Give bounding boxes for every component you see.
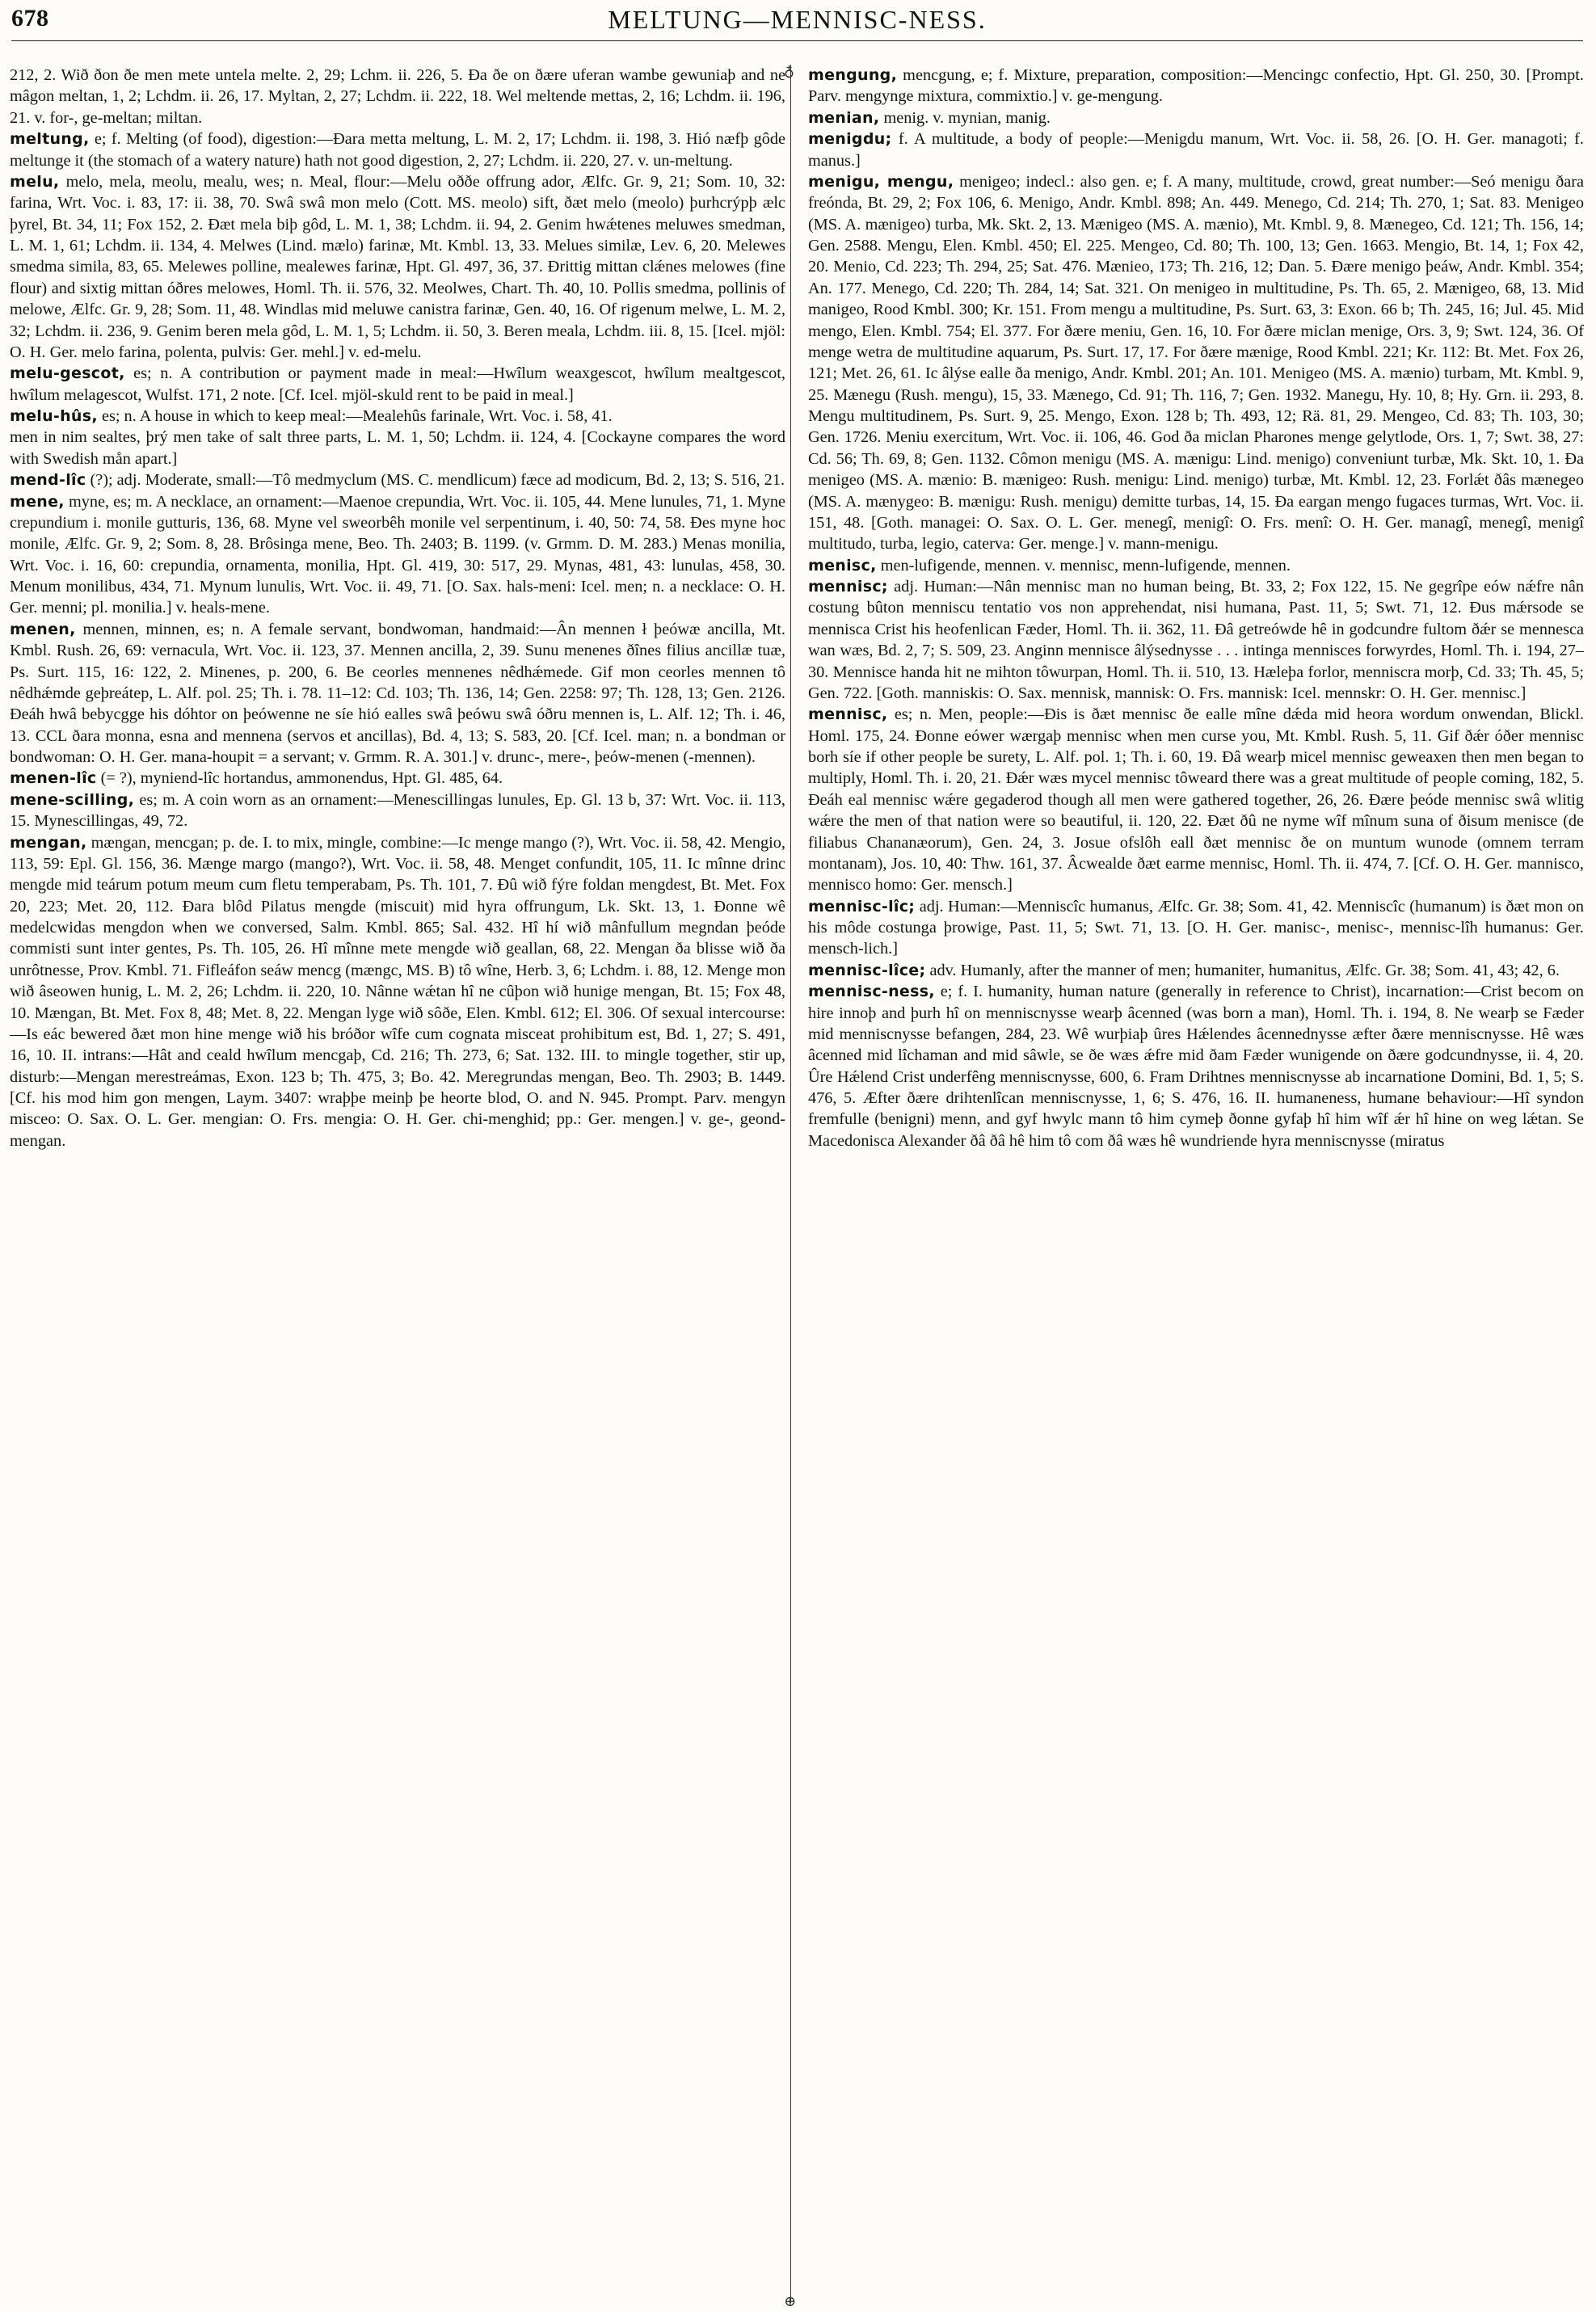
entry-headword: menen, (10, 620, 76, 638)
entry-headword: mengung, (808, 66, 898, 84)
dictionary-entry (10, 65, 785, 128)
entry-headword: menian, (808, 108, 880, 127)
entry-text: melo, mela, meolu, mealu, wes; n. Meal, flour:—Melu oððe offrung ador, Ælfc. Gr. 9, 21; Som. 10, 32: farina, Wrt. Voc. i. 83, 17: ii. 38, 70. Swâ swâ mon melo (Cott. MS. meolo) sift, ðæt melo (meolo) þurhcrýpþ ælc þyrel, Bt. 34, 11; Fox 152, 2. Ðæt mela biþ gôd, L. M. 1, 38; Lchdm. ii. 94, 2. Genim hwǽtenes meluwes smedman, L. M. 1, 61; Lchdm. ii. 134, 4. Melwes (Lind. mælo) farinæ, Mt. Kmbl. 13, 33. Melues similæ, Lev. 6, 20. Melewes smedma simila, 83, 65. Melewes polline, mealewes farinæ, Hpt. Gl. 497, 36, 37. Ðrittig mittan clǽnes melowes (fine flour) and sixtig mittan óðres melowes, Homl. Th. ii. 576, 32. Meolwes, Chart. Th. 40, 10. Pollis smedma, pollinis of melowe, Ælfc. Gr. 9, 28; Som. 11, 48. Windlas mid meluwe canistra farinæ, Gen. 40, 16. Of rigenum melwe, L. M. 2, 32; Lchdm. ii. 236, 9. Genim beren mela gôd, L. M. 1, 5; Lchdm. ii. 50, 3. Beren meala, Lchdm. iii. 8, 15. [Icel. mjöl: O. H. Ger. melo farina, polenta, pulvis: Ger. mehl.] v. ed-melu. (10, 172, 785, 361)
dictionary-entry (10, 491, 785, 619)
entry-text: es; m. A coin worn as an ornament:—Menescillingas lunules, Ep. Gl. 13 b, 37: Wrt. Voc. ii. 113, 15. Mynescillingas, 49, 72. (10, 790, 785, 831)
dictionary-entry (10, 427, 785, 469)
entry-headword: melu-hûs, (10, 407, 98, 425)
entry-text: adv. Humanly, after the manner of men; humaniter, humanitus, Ælfc. Gr. 38; Som. 41, 43; 42, 6. (925, 961, 1560, 979)
entry-headword: menigu, mengu, (808, 172, 954, 191)
entry-text: e; f. Melting (of food), digestion:—Ðara metta meltung, L. M. 2, 17; Lchdm. ii. 198, 3. Hió næfþ gôde meltunge it (the stomach of a watery nature) hath not good digestion, 2, 27; Lchdm. ii. 220, 27. v. un-meltung. (10, 130, 785, 170)
entry-text: adj. Human:—Nân mennisc man no human being, Bt. 33, 2; Fox 122, 15. Ne gegrîpe eów nǽfre nân costung bûton menniscu tentatio vos non apprehendat, nisi humana, Past. 11, 5; Swt. 71, 12. Ðus mǽrsode se mennisca Crist his heofenlican Fæder, Homl. Th. ii. 362, 11. Ðâ getreówde hê in godcundre fultom ðǽr se mennesca wan wæs, Bd. 2, 7; S. 509, 23. Anginn mennisce âlýsednysse . . . intinga mennisces forwyrdes, Homl. Th. i. 194, 27–30. Mennisce handa hit ne mihton tôwurpan, Homl. Th. ii. 510, 13. Hæleþa forlor, menniscra morþ, Cd. 33; Th. 45, 5; Gen. 722. [Goth. manniskis: O. Sax. mennisk, mannisk: O. Frs. mannisk: Icel. mennskr: O. H. Ger. mennisc.] (808, 578, 1584, 702)
divider-ornament-icon: ♁ (784, 63, 795, 79)
entry-headword: mennisc-lîc; (808, 897, 916, 916)
dictionary-entry (10, 469, 785, 490)
dictionary-entry (808, 555, 1584, 576)
dictionary-entry (10, 789, 785, 832)
dictionary-entry (808, 576, 1584, 704)
entry-text: (?); adj. Moderate, small:—Tô medmyclum (MS. C. mendlicum) fæce ad modicum, Bd. 2, 13; S. 516, 21. (86, 471, 785, 490)
entry-headword: mennisc-lîce; (808, 961, 926, 979)
entry-text: men in nim sealtes, þrý men take of salt three parts, L. M. 1, 50; Lchdm. ii. 124, 4. [Cockayne compares the word with Swedish mån apart.] (10, 428, 785, 468)
dictionary-entry (808, 704, 1584, 895)
dictionary-entry (10, 128, 785, 171)
entry-text: menig. v. mynian, manig. (879, 108, 1051, 127)
page-number: 678 (11, 5, 49, 32)
entry-headword: mend-lîc (10, 471, 86, 490)
entry-headword: mengan, (10, 833, 87, 852)
dictionary-entry (808, 981, 1584, 1151)
entry-headword: mene-scilling, (10, 790, 135, 809)
entry-text: men-lufigende, mennen. v. mennisc, menn-lufigende, mennen. (876, 556, 1291, 575)
entry-headword: melu, (10, 172, 60, 191)
entry-text: myne, es; m. A necklace, an ornament:—Maenoe crepundia, Wrt. Voc. ii. 105, 44. Mene lunules, 71, 1. Myne crepundium i. monile gutturis, 136, 68. Myne vel sweorbêh monile vel serpentinum, i. 40, 50: 74, 58. Ðes myne hoc monile, Ælfc. Gr. 9, 2; Som. 8, 28. Brôsinga mene, Beo. Th. 2403; B. 1199. (v. Grmm. D. M. 283.) Menas monilia, Wrt. Voc. i. 16, 60: crepundia, ornamenta, monilia, Hpt. Gl. 419, 30: 517, 29. Mynas, 481, 43: lunulas, 458, 30. Menum monilibus, 434, 71. Mynum lunulis, Wrt. Voc. ii. 49, 71. [O. Sax. hals-meni: Icel. men; n. a necklace: O. H. Ger. menni; pl. monilia.] v. heals-mene. (10, 492, 785, 617)
entry-text: e; f. I. humanity, human nature (generally in reference to Christ), incarnation:—Crist becom on hire innoþ and þurh hî on menniscnysse wearþ âcenned (was born a man), Homl. Th. i. 194, 8. Ne wearþ se Fæder mid menniscnysse befangen, 284, 23. Wê wurþiaþ ûres Hǽlendes âcennednysse æfter ðære menniscnysse. Hê wæs âcenned mid lîchaman and mid sâwle, se ðe wæs ǽfre mid ðam Fæder wunigende on ðære godcundnysse, ii. 4, 20. Ûre Hǽlend Crist underfêng menniscnysse, 600, 6. Fram Drihtnes menniscnysse ab incarnatione Domini, Bd. 1, 5; S. 476, 5. Æfter ðære drihtenlîcan menniscnysse, 1, 6; S. 476, 16. II. humaneness, humane behaviour:—Hî syndon fremfulle (benigni) menn, and gyf hwylc mann tô him cymeþ ðonne gyfaþ hî him wîf ǽr hî hine on weg lǽtan. Se Macedonisca Alexander ðâ ðâ hê him tô com ðâ wæs hê wundriende hyra menniscnysse (miratus (808, 983, 1584, 1150)
entry-text: f. A multitude, a body of people:—Menigdu manum, Wrt. Voc. ii. 58, 26. [O. H. Ger. managoti; f. manus.] (808, 130, 1584, 170)
entry-text: es; n. A house in which to keep meal:—Mealehûs farinale, Wrt. Voc. i. 58, 41. (97, 407, 613, 425)
header-rule (11, 40, 1583, 41)
dictionary-entry (10, 768, 785, 789)
entry-text: es; n. Men, people:—Ðis is ðæt mennisc ðe ealle mîne dǽda mid heora wordum onwendan, Blickl. Homl. 175, 24. Ðonne eówer wærgaþ mennisc when men curse you, Mt. Kmbl. Rush. 5, 11. Gif ðǽr óðer mennisc borh síe if other people be surety, L. Alf. pol. 1; Th. i. 60, 19. Ðâ wearþ micel mennisc geweaxen then men began to multiply, Homl. Th. i. 20, 21. Ðǽr wæs mycel mennisc tôweard there was a great multitude of people coming, 182, 5. Ðeáh eal mennisc wǽre gegaderod though all men were gathered together, 26, 26. Ðære þeóde mennisc swâ wlitig wǽre the men of that nation were so beautiful, ii. 120, 22. Ðæt ðû ne nyme wîf mînum suna of ðisum menisce (de filiabus Chananæorum), Gen. 24, 3. Josue ofslôh eall ðæt mennisc ðe on muntum wunode (omnem terram montanam), Jos. 10, 40: Thw. 161, 37. Âcwealde ðæt earme mennisc, Homl. Th. ii. 474, 7. [Cf. O. H. Ger. mannisco, mennisco homo: Ger. mensch.] (808, 705, 1584, 895)
dictionary-entry (10, 619, 785, 768)
entry-headword: melu-gescot, (10, 364, 125, 383)
entry-headword: meltung, (10, 130, 90, 149)
left-column (10, 65, 785, 2303)
dictionary-entry (808, 896, 1584, 960)
dictionary-entry (10, 832, 785, 1152)
entry-text: es; n. A contribution or payment made in meal:—Hwîlum weaxgescot, hwîlum mealtgescot, hwîlum melagescot, Wulfst. 171, 2 note. [Cf. Icel. mjöl-skuld rent to be paid in meal.] (10, 364, 785, 404)
page-header (11, 5, 1583, 45)
entry-headword: mennisc, (808, 705, 888, 724)
entry-headword: mennisc-ness, (808, 983, 935, 1001)
dictionary-entry (808, 107, 1584, 128)
entry-text: menigeo; indecl.: also gen. e; f. A many, multitude, crowd, great number:—Seó menigu ðara freónda, Bt. 29, 2; Fox 106, 6. Menigo, Andr. Kmbl. 898; An. 449. Menego, Cd. 214; Th. 270, 1; Sat. 83. Menigeo (MS. A. mænigeo) turba, Mk. Skt. 2, 13. Mænigeo (MS. A. mænio), Mt. Kmbl. 9, 8. Mænegeo, Cd. 121; Th. 156, 14; Gen. 2588. Mengu, Elen. Kmbl. 450; El. 225. Mengeo, Cd. 80; Th. 100, 13; Gen. 1663. Mengio, Bt. 14, 1; Fox 42, 20. Menio, Cd. 223; Th. 294, 25; Sat. 476. Mænieo, 173; Th. 216, 12; Dan. 5. Ðære menigo þeáw, Andr. Kmbl. 354; An. 177. Menego, Cd. 220; Th. 284, 14; Sat. 321. On menigeo in multitudine, Ps. Th. 65, 2. Mænigeo, 68, 13. Mid manigeo, Rood Kmbl. 300; Kr. 151. From mengu a multitudine, Ps. Surt. 63, 3: Exon. 66 b; Th. 245, 16; Jul. 45. Mid mengo, Elen. Kmbl. 754; El. 377. For ðære meniu, Gen. 16, 10. For ðære miclan menige, Ors. 3, 9; Swt. 124, 36. Of menge wetra de multitudine aquarum, Ps. Surt. 17, 17. For ðære mænige, Rood Kmbl. 221; Kr. 112: Bt. Met. Fox 26, 121; Met. 26, 61. Ic âlýse ealle ða menigo, Andr. Kmbl. 201; An. 101. Menigeo (MS. A. mænio) turbam, Mt. Kmbl. 9, 25. Mænegu (Rush. mengu), 15, 33. Mænego, Cd. 91; Th. 116, 7; Gen. 1932. Manegu, Hy. 10, 8; Hy. Grn. ii. 293, 8. Mengu multitudinem, Ps. Surt. 9, 25. Mengo, Exon. 128 b; Th. 493, 12; Rä. 81, 29. Mengeo, Cd. 83; Th. 103, 30; Gen. 1726. Meniu exercitum, Wrt. Voc. ii. 106, 46. God ða miclan Pharones menge gelytlode, Ors. 1, 7; Swt. 38, 27: Cd. 56; Th. 69, 8; Gen. 1132. Cômon menigu (MS. A. mænigu: Lind. menigo) conveniunt turbæ, Mk. Skt. 10, 1. Ða menigeo (MS. A. mænio: B. mænigeo: Rush. menigu: Lind. menigo) turbæ, Mt. Kmbl. 12, 23. Forlǽt ðâs mænegeo (MS. A. mænygeo: B. mænigu: Rush. menigu) demitte turbas, 14, 15. Ða eargan mengo fugaces turmas, Wrt. Voc. ii. 151, 48. [Goth. managei: O. Sax. O. L. Ger. menegî, menigî: O. Frs. menî: O. H. Ger. managî, menegî, menigî multitudo, turba, legio, caterva: Ger. menge.] v. mann-menigu. (808, 172, 1584, 554)
entry-text: adj. Human:—Menniscîc humanus, Ælfc. Gr. 38; Som. 41, 42. Menniscîc (humanum) is ðæt mon on his môde costunga þrowige, Past. 11, 5; Swt. 71, 13. [O. H. Ger. manisc-, menisc-, mennisc-lîh humanus: Ger. mensch-lich.] (808, 897, 1584, 958)
entry-text: 212, 2. Wið ðon ðe men mete untela melte. 2, 29; Lchm. ii. 226, 5. Ða ðe on ðære uferan wambe gewuniaþ and ne mâgon meltan, 1, 2; Lchdm. ii. 26, 17. Myltan, 2, 27; Lchdm. ii. 222, 18. Wel meltende mettas, 2, 16; Lchdm. ii. 196, 21. v. for-, ge-meltan; miltan. (10, 66, 785, 127)
entry-text: mencgung, e; f. Mixture, preparation, composition:—Mencingc confectio, Hpt. Gl. 250, 30. [Prompt. Parv. mengynge mixtura, commixtio.] v. ge-mengung. (808, 66, 1584, 106)
divider-ornament-bottom-icon: ⊕ (784, 2293, 797, 2309)
dictionary-entry (808, 960, 1584, 981)
dictionary-entry (808, 128, 1584, 171)
entry-headword: menigdu; (808, 130, 892, 149)
running-title: MELTUNG—MENNISC-NESS. (608, 5, 987, 34)
entry-headword: menen-lîc (10, 769, 97, 788)
entry-text: (= ?), myniend-lîc hortandus, ammonendus, Hpt. Gl. 485, 64. (96, 769, 503, 788)
dictionary-entry (10, 171, 785, 363)
dictionary-entry (808, 171, 1584, 555)
entry-headword: menisc, (808, 556, 877, 575)
entry-text: mennen, minnen, es; n. A female servant, bondwoman, handmaid:—Ân mennen ł þeówæ ancilla, Mt. Kmbl. Rush. 26, 69: vernacula, Wrt. Voc. ii. 123, 37. Mennen ancilla, 2, 39. Sunu menenes ðînes filius ancillæ tuæ, Ps. Surt. 115, 16: 122, 2. Minenes, p. 200, 6. Be ceorles mennenes nêdhǽmede. Gif mon ceorles mennen tô nêdhǽmde geþreátep, L. Alf. pol. 25; Th. i. 78. 11–12: Cd. 103; Th. 136, 14; Gen. 2258: 97; Th. 128, 13; Gen. 2126. Ðeáh hwâ bebycgge his dóhtor on þeówenne ne síe hió ealles swâ þeówu swâ óðru mennen is, L. Alf. 12; Th. i. 46, 13. CCL ðara monna, esna and mennena (servos et ancillas), Bd. 4, 13; S. 583, 20. [Cf. Icel. man; n. a bondman or bondwoman: O. H. Ger. mana-houpit = a servant; v. Grmm. R. A. 301.] v. drunc-, mere-, þeów-menen (-mennen). (10, 620, 785, 766)
dictionary-entry (808, 65, 1584, 107)
dictionary-entry (10, 406, 785, 427)
entry-headword: mennisc; (808, 578, 888, 596)
entry-text: mængan, mencgan; p. de. I. to mix, mingle, combine:—Ic menge mango (?), Wrt. Voc. ii. 58, 42. Mengio, 113, 59: Epl. Gl. 156, 36. Mænge margo (mango?), Wrt. Voc. ii. 58, 48. Menget confundit, 105, 11. Ic mînne drinc mengde mid teárum potum meum cum fletu temperabam, Ps. Th. 101, 7. Ðû wið fýre foldan mengdest, Bt. Met. Fox 20, 223; Met. 20, 112. Ðara blôd Pilatus mengde (miscuit) mid hyra offrungum, Lk. Skt. 13, 1. Ðonne wê medelcwidas mengdon when we conversed, Salm. Kmbl. 865; Sal. 432. Hî hí wið mânfullum megndan þeóde commisti sunt inter gentes, Ps. Th. 105, 26. Hî mînne mete mengde wið geallan, 68, 22. Mengan ða blisse wið ða unrôtnesse, Prov. Kmbl. 71. Fifleáfon seáw mencg (mængc, MS. B) tô wîne, Herb. 3, 6; Lchdm. i. 88, 12. Menge mon wið âseowen hunig, L. M. 2, 26; Lchdm. ii. 220, 10. Nânne wǽtan hî ne cûþon wið hunige mengan, Bt. 15; Fox 48, 10. Mængan, Bt. Met. Fox 8, 48; Met. 8, 22. Mengan lyge wið sôðe, Elen. Kmbl. 612; El. 306. Of sexual intercourse:—Is eác bewered ðæt mon hine menge wið his bróðor wîfe cum cognata misceat prohibitum est, Bd. 1, 27; S. 491, 16, 10. II. intrans:—Hât and ceald hwîlum mencgaþ, Cd. 216; Th. 273, 6; Sat. 132. III. to mingle together, stir up, disturb:—Mengan merestreámas, Exon. 123 b; Th. 475, 3; Bo. 42. Meregrundas mengan, Beo. Th. 2903; B. 1449. [Cf. his mod him gon mengen, Laym. 3407: wraþþe meinþ þe heorte blod, O. and N. 945. Prompt. Parv. mengyn misceo: O. Sax. O. L. Ger. mengian: O. Frs. mengia: O. H. Ger. chi-menghid; pp.: Ger. mengen.] v. ge-, geond-mengan. (10, 833, 785, 1150)
right-column (808, 65, 1584, 2303)
entry-headword: mene, (10, 492, 65, 511)
column-divider (790, 65, 791, 2303)
dictionary-entry (10, 363, 785, 406)
